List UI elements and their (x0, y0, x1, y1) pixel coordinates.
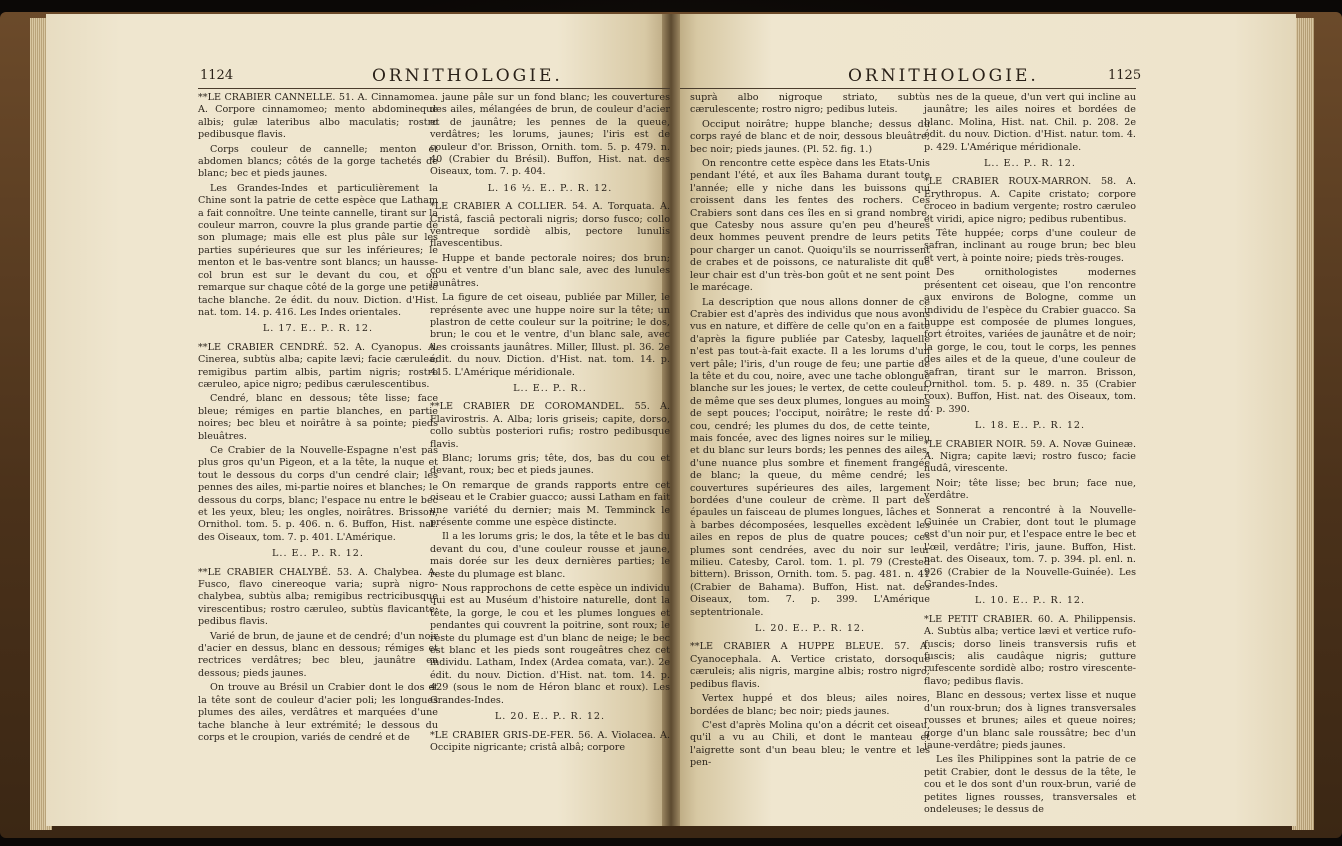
paragraph: Nous rapprochons de cette espèce un individu qui est au Muséum d'histoire naturelle, dont la tête, la gorge, le cou et les plumes longues et pendantes qui couvrent la poitrine, sont roux; le reste du plumage est d'un blanc de neige; le bec est blanc et les pieds sont rougeâtres chez cet individu. Latham, Index (Ardea comata, var.). 2e édit. du nouv. Diction. d'Hist. nat. tom. 14. p. 429 (sous le nom de Héron blanc et roux). Les Grandes-Indes. (430, 583, 670, 706)
species-entry-heading: *LE CRABIER ROUX-MARRON. 58. A. Erythropus. A. Capite cristato; corpore croceo in badium vergente; rostro cæruleo et viridi, apice nigro; pedibus rubentibus. (924, 176, 1136, 225)
paragraph: Blanc; lorums gris; tête, dos, bas du cou et devant, roux; bec et pieds jaunes. (430, 452, 670, 477)
paragraph: Blanc en dessous; vertex lisse et nuque d'un roux-brun; dos à lignes transversales rousses et brunes; ailes et queue noires; gorge d'un blanc sale roussâtre; bec d'un jaune-verdâtre; pieds jaunes. (924, 690, 1136, 751)
left-column-1 (198, 92, 438, 806)
right-column-1 (690, 92, 930, 806)
measurement-line: L.. E.. P.. R. 12. (984, 158, 1076, 170)
paragraph: On trouve au Brésil un Crabier dont le dos et la tête sont de couleur d'acier poli; les longues plumes des ailes, verdâtres et marquées d'une tache blanche à leur extrémité; le dessous du corps et le croupion, variés de cendré et de (198, 682, 438, 743)
right-running-head: ORNITHOLOGIE. (848, 66, 1039, 86)
species-entry-heading: **LE CRABIER CANNELLE. 51. A. Cinnamomea. A. Corpore cinnamomeo; mento abdomineque albis; gulæ lateribus albo maculatis; rostro pedibusque flavis. (198, 92, 438, 141)
measurement-line: L. 18. E.. P.. R. 12. (974, 420, 1086, 432)
measurement-line: L. 20. E.. P.. R. 12. (754, 623, 866, 635)
left-page-number: 1124 (200, 68, 234, 83)
paragraph: Des ornithologistes modernes présentent cet oiseau, que l'on rencontre aux environs de Bologne, comme un individu de l'espèce du Crabier guacco. Sa huppe est composée de plumes longues, fort étroites, variées de jaunâtre et de noir; la gorge, le cou, tout le corps, les pennes des ailes et de la queue, d'une couleur de safran, tirant sur le marron. Brisson, Ornithol. tom. 5. p. 489. n. 35 (Crabier roux). Buffon, Hist. nat. des Oiseaux, tom. 7. p. 390. (924, 267, 1136, 415)
paragraph: Cendré, blanc en dessous; tête lisse; face bleue; rémiges en partie blanches, en partie noires; bec bleu et noirâtre à sa pointe; pieds bleuâtres. (198, 393, 438, 442)
left-header-rule (198, 88, 670, 89)
species-entry-heading: **LE CRABIER A HUPPE BLEUE. 57. A. Cyanocephala. A. Vertice cristato, dorsoque cæruleis; alis nigris, margine albis; rostro nigro; pedibus flavis. (690, 641, 930, 690)
paragraph: Les îles Philippines sont la patrie de ce petit Crabier, dont le dessus de la tête, le cou et le dos sont d'un roux-brun, varié de petites lignes rousses, transversales et ondeleuses; le dessus de (924, 754, 1136, 815)
species-entry-heading: **LE CRABIER CENDRÉ. 52. A. Cyanopus. A. Cinerea, subtùs alba; capite lævi; facie cærulea; remigibus partim albis, partim nigris; rostro cæruleo, apice nigro; pedibus cærulescentibus. (198, 341, 438, 390)
paragraph: La figure de cet oiseau, publiée par Miller, le représente avec une huppe noire sur la tête; un plastron de cette couleur sur la poitrine; le dos, brun; le cou et le ventre, d'un blanc sale, avec des croissants jaunâtres. Miller, Illust. pl. 36. 2e édit. du nouv. Diction. d'Hist. nat. tom. 14. p. 415. L'Amérique méridionale. (430, 292, 670, 378)
paragraph: Il a les lorums gris; le dos, la tête et le bas du devant du cou, d'une couleur rousse et jaune, mais dorée sur les deux dernières parties; le reste du plumage est blanc. (430, 531, 670, 580)
paragraph: Vertex huppé et dos bleus; ailes noires, bordées de blanc; bec noir; pieds jaunes. (690, 693, 930, 717)
paragraph: Huppe et bande pectorale noires; dos brun; cou et ventre d'un blanc sale, avec des lunules jaunâtres. (430, 252, 670, 289)
paragraph: La description que nous allons donner de ce Crabier est d'après des individus que nous avons vus en nature, et diffère de celle qu'on en a faite d'après la figure publiée par Catesby, laquelle n'est pas tout-à-fait exacte. Il a les lorums d'un vert pâle; l'iris, d'un rouge de feu; une partie de la tête et du cou, noire, avec une tache oblongue blanche sur les joues; le vertex, de cette couleur, de même que ses deux plumes, longues au moins de sept pouces; l'occiput, noirâtre; le reste du cou, cendré; les plumes du dos, de cette teinte, mais foncée, avec des lignes noires sur le milieu et du blanc sur leurs bords; les pennes des ailes, d'une nuance plus sombre et finement frangée de blanc; la queue, du même cendré; les couvertures supérieures des ailes, largement bordées d'une couleur de crème. Il part des épaules un faisceau de plumes longues, lâches et à barbes décomposées, lesquelles excèdent les ailes en repos de plus de quatre pouces; ces plumes sont cendrées, avec du noir sur leur milieu. Catesby, Carol. tom. 1. pl. 79 (Crested bittern). Brisson, Ornith. tom. 5. pag. 481. n. 41 (Crabier de Bahama). Buffon, Hist. nat. des Oiseaux, tom. 7. p. 399. L'Amérique septentrionale. (690, 296, 930, 618)
left-column-2 (430, 92, 670, 806)
paragraph: Varié de brun, de jaune et de cendré; d'un noir d'acier en dessus, blanc en dessous; rémiges et rectrices verdâtres; bec bleu, jaunâtre en dessous; pieds jaunes. (198, 630, 439, 679)
species-entry-heading: *LE CRABIER GRIS-DE-FER. 56. A. Violacea. A. Occipite nigricante; cristâ albâ; corpore (430, 729, 670, 753)
species-entry-heading: suprà albo nigroque striato, subtùs cærulescente; rostro nigro; pedibus luteis. (690, 92, 930, 116)
species-entry-heading: **LE CRABIER CHALYBÉ. 53. A. Chalybea. A. Fusco, flavo cinereoque varia; suprà nigro-chalybea, subtùs alba; remigibus rectricibusque virescentibus; rostro cæruleo, subtùs flavicante; pedibus flavis. (198, 566, 438, 628)
left-running-head: ORNITHOLOGIE. (372, 66, 563, 86)
species-entry-heading: *LE CRABIER A COLLIER. 54. A. Torquata. A. Cristâ, fasciâ pectorali nigris; dorso fusco; collo ventreque sordidè albis, pectore lunulis flavescentibus. (430, 201, 670, 250)
paragraph: Corps couleur de cannelle; menton et abdomen blancs; côtés de la gorge tachetés de blanc; bec et pieds jaunes. (198, 143, 438, 180)
paragraph: jaune pâle sur un fond blanc; les couvertures des ailes, mélangées de brun, de couleur d'acier et de jaunâtre; les pennes de la queue, verdâtres; les lorums, jaunes; l'iris est de couleur d'or. Brisson, Ornith. tom. 5. p. 479. n. 40 (Crabier du Brésil). Buffon, Hist. nat. des Oiseaux, tom. 7. p. 404. (430, 92, 670, 178)
paragraph: Occiput noirâtre; huppe blanche; dessus du corps rayé de blanc et de noir, dessous bleuâtre; bec noir; pieds jaunes. (Pl. 52. fig. 1.) (690, 118, 930, 155)
paragraph: Les Grandes-Indes et particulièrement la Chine sont la patrie de cette espèce que Latham a fait connoître. Une teinte cannelle, tirant sur la couleur marron, couvre la plus grande partie de son plumage; mais elle est plus pâle sur les parties supérieures que sur les inférieures; le menton et le bas-ventre sont blancs; un hausse-col brun est sur le devant du cou, et on remarque sur chaque côté de la gorge une petite tache blanche. 2e édit. du nouv. Diction. d'Hist. nat. tom. 14. p. 416. Les Indes orientales. (198, 182, 438, 318)
measurement-line: L. 20. E.. P.. R. 12. (494, 711, 606, 723)
paragraph: Tête huppée; corps d'une couleur de safran, inclinant au rouge brun; bec bleu et vert, à pointe noire; pieds très-rouges. (924, 228, 1136, 264)
paragraph: On remarque de grands rapports entre cet oiseau et le Crabier guacco; aussi Latham en fait une variété du dernier; mais M. Temminck le présente comme une espèce distincte. (430, 479, 670, 528)
species-entry-heading: *LE CRABIER NOIR. 59. A. Novæ Guineæ. A. Nigra; capite lævi; rostro fusco; facie nudâ, virescente. (924, 438, 1136, 475)
paragraph: Sonnerat a rencontré à la Nouvelle-Guinée un Crabier, dont tout le plumage est d'un noir pur, et l'espace entre le bec et l'œil, verdâtre; l'iris, jaune. Buffon, Hist. nat. des Oiseaux, tom. 7. p. 394. pl. enl. n. 926 (Crabier de la Nouvelle-Guinée). Les Grandes-Indes. (924, 504, 1136, 591)
paragraph: Ce Crabier de la Nouvelle-Espagne n'est pas plus gros qu'un Pigeon, et a la tête, la nuque et tout le dessous du corps d'un cendré clair; les pennes des ailes, mi-partie noires et blanches; le dessous du corps, blanc; l'espace nu entre le bec et les yeux, bleu; les ongles, noirâtres. Brisson, Ornithol. tom. 5. p. 406. n. 6. Buffon, Hist. nat. des Oiseaux, tom. 7. p. 401. L'Amérique. (198, 444, 438, 543)
species-entry-heading: **LE CRABIER DE COROMANDEL. 55. A. Flavirostris. A. Alba; loris griseis; capite, dorso, collo subtùs posteriori rufis; rostro pedibusque flavis. (430, 401, 670, 450)
species-entry-heading: *LE PETIT CRABIER. 60. A. Philippensis. A. Subtùs alba; vertice lævi et vertice rufo-fuscis; dorso lineis transversis rufis et fuscis; alis caudâque nigris; gutture rufescente sordidè albo; rostro virescente-flavo; pedibus flavis. (924, 613, 1136, 687)
right-column-2 (924, 92, 1136, 815)
measurement-line: L.. E.. P.. R. 12. (272, 548, 364, 560)
right-page-number: 1125 (1108, 68, 1142, 83)
measurement-line: L.. E.. P.. R.. (513, 382, 587, 394)
paragraph: C'est d'après Molina qu'on a décrit cet oiseau, qu'il a vu au Chili, et dont le manteau et l'aigrette sont d'un beau bleu; le ventre et les pen- (690, 719, 930, 769)
right-header-rule (680, 88, 1136, 89)
paragraph: On rencontre cette espèce dans les Etats-Unis pendant l'été, et aux îles Bahama durant toute l'année; elle y niche dans les buissons qui croissent dans les fentes des rochers. Ces Crabiers sont dans ces îles en si grand nombre, que Catesby nous assure qu'en peu d'heures deux hommes peuvent prendre de leurs petits pour charger un canot. Quoiqu'ils se nourrissent de crabes et de poissons, ce naturaliste dit que leur chair est d'un très-bon goût et ne sent point le marécage. (690, 158, 930, 294)
measurement-line: L. 16 ½. E.. P.. R. 12. (487, 182, 613, 194)
measurement-line: L. 10. E.. P.. R. 12. (974, 595, 1086, 607)
paragraph: nes de la queue, d'un vert qui incline au jaunâtre; les ailes noires et bordées de blanc. Molina, Hist. nat. Chil. p. 208. 2e édit. du nouv. Diction. d'Hist. natur. tom. 4. p. 429. L'Amérique méridionale. (924, 92, 1136, 153)
paragraph: Noir; tête lisse; bec brun; face nue, verdâtre. (924, 477, 1136, 502)
measurement-line: L. 17. E.. P.. R. 12. (262, 323, 374, 335)
